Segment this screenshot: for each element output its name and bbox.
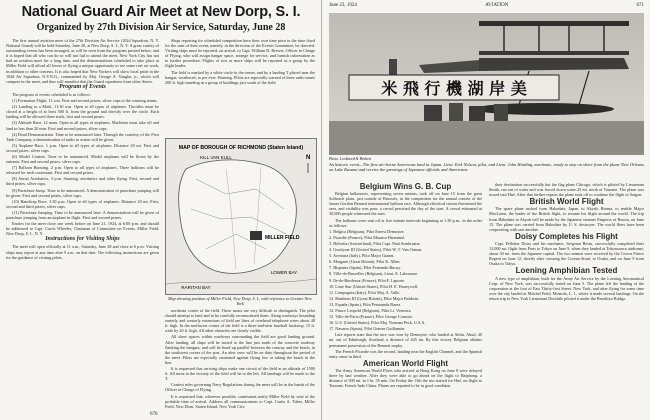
balloon-entry: 11. Compagnia (Italy), Pilot Maj. A. Valle. [329, 289, 401, 295]
program-heading: Program of Events [59, 83, 106, 90]
balloon-entry: 17. Navarra (Spain), Pilot Gomez Guillamón. [329, 326, 406, 332]
balloon-entry: 4. Goodyear III (United States), Pilot W. T. Van Orman. [329, 247, 423, 253]
american-flight-paragraph: The Army American World Fliers who arrived at Hong Kong on June 8 were delayed there by bad weather. After they were able to go ahead on the flight to Haiphong, a distance of 500 mi. in 1 hr. 35 min. On Friday the 13th the trio started for Hué, on flight to Tourane, French Indo China. Planes are reported to be in good condition. [329, 367, 482, 389]
left-page [0, 0, 322, 420]
mid-paragraph: The field is marked by a white circle in the center, and by a landing T placed near the hangar, weathered, as per ever. Warning. Pilots are especially warned of three radio masts 200 ft. high standing in a group of buildings just south of the field. [165, 69, 315, 85]
program-item: (4) Dead Demonstration. Time to be announced later. Through the courtesy of the First Tank Company, a demonstration of tanks in action will be given. [6, 131, 159, 142]
program-item: (5) Airplane Race, 1 p.m. Open to all types of airplanes. Distance 20 mi. First and second prizes, silver cups. [6, 142, 159, 153]
map-water-label: LOWER BAY [270, 270, 298, 275]
loening-heading: Loening Amphibian Tested [515, 266, 618, 276]
bottom-column [165, 308, 315, 408]
header-date: June 23, 1924 [329, 3, 357, 8]
running-header [329, 3, 644, 8]
instructions-paragraph: The meet will open officially at 11 a.m., Saturday, June 28 and close at 6 p.m. Visiting ships may report at any time after 9 a.m. on that date. The following instructions are given for the guidance of visiting pilots. [6, 244, 159, 260]
balloon-entry: 16. U.S. (United States), Pilot Maj. Norman Peck, U.S.A. [329, 320, 426, 326]
balloon-entry: 10. Lone Star (United States), Pilot H. E. Honeywell. [329, 283, 419, 289]
photo-caption: An historic event—The first air-borne Americans land in Japan. Lieut. Erik Nelson, pilot, and Lieut. John Harding, mechanic, ready to step on shore from the plane New Orleans on Lake Kasumi and receive the greetings of Japanese officials and Americans. [329, 162, 644, 173]
north-arrow-icon: N [306, 155, 311, 161]
program-item: (11) Parachute Jumping. Time to be announced later. A demonstration will be given of parachute jumping from an airplane in flight. First and second prizes. [6, 209, 159, 220]
right-page [323, 0, 650, 420]
balloon-entry: 13. España (Spain), Pilot Penaranda Barea. [329, 301, 402, 307]
header-journal: AVIATION [485, 3, 509, 8]
balloon-entry: 12. Bambino III (Great Britain), Pilot Major Baldwin. [329, 295, 420, 301]
doisy-paragraph: Capt. Pelletier Doisy and his mechanic, Sergeant Besin, successfully completed their 12,000 mi. flight from Paris to Tokyo on June 9, when they landed at Tokorozawa airdrome, about 30 mi. from the Japanese capital. The two airmen were received by the Crown Prince Regent on June 12, shortly after crossing the Corean Strait, to Osaka, and on June 9 from Osaka to Tokyo. [489, 240, 644, 267]
program-item: The program of events scheduled is as follows: [12, 91, 91, 97]
balloon-entry: 9. Ile-de-Bordeaux (France), Pilot F. Laporte. [329, 277, 406, 283]
intro-paragraph: The first annual aviation meet of the 27th Division Air Service (102d Squadron, N. Y. National Guard) will be held Saturday, June 28, at New Dorp, S. I., N. Y. A great variety of outstanding events has been arranged, as will be seen from the program printed below, and it is hoped that all who can do so will not fail to attend the meet. New York City has not had an aviation meet for a long time, and the demonstrations scheduled to take place at Miller Field will afford all lovers of flying a unique opportunity to see some real air work, in addition to other contests. It is also hoped that New Yorkers will show local pride in the 102d Air Squadron, N.Y.N.G., commanded by Maj. George A. Vaughn, jr., which will compete in the meet, and thus will manifest that the Guard squadrons from other States. [6, 38, 159, 84]
map-water-label: KILL VAN KULL [200, 155, 232, 160]
balloon-entry: 1. Belgica (Belgium), Pilot Ernest Demuyter. [329, 228, 405, 234]
program-item: (1) Formation Flight, 11 a.m. First and second prizes, silver cups to the winning teams. [12, 98, 158, 104]
balloon-entry: 5. Aventura (Italy), Pilot Major Gianni. [329, 253, 395, 259]
balloon-entry: 3. Helvetia (Switzerland), Pilot Capt. Paul Armbruster. [329, 240, 421, 246]
program-item: (2) Landing to a Mark, 11:30 a.m. Open to all types of airplanes. Throttles must be closed at a height of at least 500 ft. from the ground and directly over the circle. Each landing will be allowed three trials, first and second prizes. [6, 104, 159, 120]
page-title: National Guard Air Meet at New Dorp, S. I. [21, 4, 301, 20]
map-caption: Map showing position of Miller Field, New Dorp, S. I., with reference to Greater New York [168, 296, 312, 306]
map-field-label: MILLER FIELD [265, 235, 300, 241]
bottom-paragraph: All show spaces within roadways surrounding the field are good landing ground. After landing, all ships will be taxied to the line just north of the concrete roadway flanking the hangars, and will be lined up parallel between the runway and the beach, in the southwest corner of the post. An alert crew will be on duty throughout the period of the meet. Pilots are especially cautioned against flying low or taking the beach in the line. [165, 334, 315, 365]
header-page-number: 671 [636, 3, 644, 8]
mid-column [165, 38, 315, 136]
belgium-result: The French Picardie was the second, landing near the English Channel, and the Spanish entry came in third. [329, 348, 482, 359]
doisy-heading: Doisy Completes his Flight [515, 231, 618, 241]
loening-paragraph: A new type of amphibian, built for the Army Air Service by the Loening Aeronautical Corp. of New York, was successfully tested on June 5. The plane left the landing of the corporation at the foot of East Thirty-first Street, New York, and after flying for some time over the city landed at Mitchel Field, Mineola, L. I., where it made several landings. On the return trip to New York Lieutenant Doolittle piloted it under the Brooklyn Bridge. [489, 275, 644, 301]
british-flight-heading: British World Flight [529, 197, 604, 207]
program-item: (7) Balloon Bursting. 2 p.m. Open to all types of airplanes. Three balloons will be released for each contestant. First and second prizes. [6, 165, 159, 176]
map-heading: MAP OF BOROUGH OF RICHMOND (Staten Island) [178, 145, 304, 151]
page-number: 670 [150, 412, 158, 417]
belgium-result: Late reports state that the race was won by Demuyter, who landed at Ahlin, Ahud, 40 mi. out of Edinburgh, Scotland, a distance of 445 mi. By this victory Belgium obtains permanent possession of the Bennett trophy. [329, 332, 482, 348]
instructions-heading: Instructions for Visiting Ships [45, 236, 120, 243]
bottom-paragraph: northeast corner of the field. These masts are very difficult to distinguish. The pilot should attempt to land and to be carefully reconnoitered them. Along roadways bounding easterly and westerly extensions of field are lines of overhead telephone wires about 40 ft. high. In the northwest corner of the field is a three-and-nine baseball backstop, 15 ft. wide by 20 ft. high. All other obstacles are clearly visible. [165, 308, 315, 334]
balloon-entry: 6. Margaret (Great Britain), Pilot K. Allen. [329, 259, 401, 265]
map-drawing [166, 139, 316, 294]
bottom-paragraph: Contest rules governing Navy Regulations during the meet will be in the hands of the Officer in Charge of Flying. [165, 382, 315, 393]
staten-island-map [165, 138, 317, 295]
left-column [6, 38, 159, 408]
balloon-entry: 8. Ville-de-Bruxelles (Belgium), Lieut. E. Labrousse. [329, 271, 419, 277]
balloon-entry: 15. Ville-de-Paris (France), Pilot George Cormier. [329, 314, 413, 320]
belgium-heading: Belgium Wins G. B. Cup [359, 182, 452, 191]
balloon-entry: 7. Hispania (Spain), Pilot Fernando Bucuy. [329, 265, 402, 271]
destination-paragraph: their destination successfully but the flag plane Chicago, which is piloted by Lieutenant Smith, ran out of water and was forced down some 25 mi. north of Tourane. The plane was towed into Hué. After that further repairs the plane took off to continue the flight to Saigon. [489, 182, 644, 198]
belgium-paragraph: Belgian balloonists, representing seven nations, took off on June 15 from the great Solbosch plain, just outside of Brussels, in the competition for the annual contest of the James Gordon Bennett international balloon race. Although electrical storms threatened the area, and visibility was poor, a crowd persisted the day of the start. A crowd estimated at 30,000 people witnessed the start. [329, 191, 482, 217]
program-item: Entries for the meet close one week before on June 21, 1924, at 6:00 p.m. and should be addressed to Capt. Curtis Wheeler, Chairman of Committee on Events, Miller Field, New Dorp, S. I., N. Y. [6, 221, 159, 237]
british-flight-paragraph: The spare plane rushed from Hakodate, Japan, to Akyab, Burma, to enable Major MacLaren, the leader of the British flight, to resume his flight around the world. The trip from Hakodate to Akyab will be made by the Japanese steamer Empress of Russia, on June 15. The plane was carried from Hakodate by U. S. destroyer. The world fliers have been cooperating with one another. [489, 206, 644, 232]
bottom-paragraph: It is requested that arriving ships make one circuit of the field at an altitude of 1500 ft. All turns in the vicinity of the field will be to the left. All landings will be made to the T. [165, 366, 315, 382]
belgium-paragraph: The balloons were sent off at five minute intervals beginning at 1:30 p.m., in the order as follows: [329, 217, 482, 228]
page-subtitle: Organized by 27th Division Air Service, Saturday, June 28 [36, 22, 286, 33]
program-item: (6) Model Contest. Time to be announced. Model airplanes will be flown by the entrants. First and second prizes, silver cups. [6, 153, 159, 165]
right-right-column [489, 182, 644, 416]
seaplane-illustration [329, 13, 644, 155]
bottom-paragraph: It is requested that, wherever possible, contestants notify Miller Field by wire of the probable time of arrival. Address all communications to Capt. Curtis A. Tuber, Miller Field, New Dorp, Staten Island, New York City. [165, 393, 315, 408]
program-item: (10) Handicap Race, 3:30 p.m. Open to all types of airplanes. Distance 20 mi. First, second and third prizes, silver cups. [6, 198, 159, 209]
mid-paragraph: Ships reporting for scheduled competition have their own time prior to the time fixed for the start of their event, namely, in the direction of the Events Committee, be directed. Visiting ships must be reported, on arrival, to Capt. William D. Brewer, Officer in Charge of Flying, who will assign hangar space, arrange for service, and furnish information as to further procedure. Flights of two or more ships will be reported as a group by the flight leader. [165, 38, 315, 69]
balloon-entry: 14. Prince Leopold (Belgium), Pilot Lt. Veenstra. [329, 307, 412, 313]
seaplane-photo [329, 13, 644, 155]
balloon-entry: 2. Picardie (France), Pilot Maurice Bienaimé. [329, 234, 406, 240]
program-item: (3) Altitude Race, 12 noon. Open to all types of airplanes. Machines must take off and land in less than 20 min. First and second prizes, silver cups. [6, 120, 159, 131]
right-left-column [329, 182, 482, 416]
map-water-label: RARITAN BAY [181, 285, 211, 290]
photo-banner-text: 米 飛 行 機 湖 岸 美 [381, 79, 527, 98]
american-flight-heading: American World Flight [362, 358, 449, 368]
photo-credit: Photo. Lockheed & Herbert [329, 157, 372, 161]
program-item: (8) Aerial Acrobatics, 3 p.m. Stunting, aerobatics and other flying. First, second and third prizes, silver cups. [6, 176, 159, 187]
program-item: (9) Parachute Jump. Time to be announced. A demonstration of parachute jumping will be given. First and second prizes, silver cups. [6, 187, 159, 198]
